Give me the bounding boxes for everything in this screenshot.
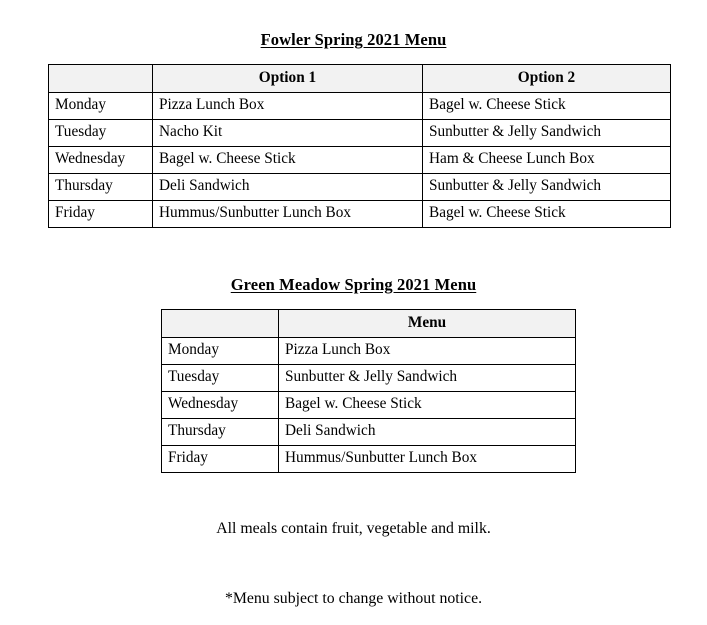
- day-cell: Tuesday: [162, 365, 279, 392]
- day-cell: Wednesday: [49, 147, 153, 174]
- table-row: [49, 147, 671, 174]
- day-cell: Wednesday: [162, 392, 279, 419]
- day-cell: Tuesday: [49, 120, 153, 147]
- option-2-cell: Bagel w. Cheese Stick: [423, 201, 671, 228]
- menu-cell: Sunbutter & Jelly Sandwich: [279, 365, 576, 392]
- day-cell: Thursday: [49, 174, 153, 201]
- table-row: [49, 201, 671, 228]
- green-meadow-table-body: [162, 338, 576, 473]
- day-cell: Thursday: [162, 419, 279, 446]
- green-meadow-menu-table: [161, 309, 576, 473]
- day-cell: Friday: [162, 446, 279, 473]
- day-cell: Monday: [162, 338, 279, 365]
- option-1-cell: Hummus/Sunbutter Lunch Box: [153, 201, 423, 228]
- table-row: [162, 419, 576, 446]
- green-meadow-header-day: [162, 310, 279, 338]
- fowler-header-option-1: Option 1: [153, 65, 423, 93]
- menu-cell: Pizza Lunch Box: [279, 338, 576, 365]
- fowler-table-header: [49, 65, 671, 93]
- green-meadow-menu-title: Green Meadow Spring 2021 Menu: [230, 275, 477, 294]
- table-header-row: [49, 65, 671, 93]
- fowler-menu-title: Fowler Spring 2021 Menu: [260, 30, 447, 49]
- menu-cell: Bagel w. Cheese Stick: [279, 392, 576, 419]
- green-meadow-table-header: [162, 310, 576, 338]
- option-1-cell: Bagel w. Cheese Stick: [153, 147, 423, 174]
- table-row: [49, 120, 671, 147]
- menu-cell: Deli Sandwich: [279, 419, 576, 446]
- menu-cell: Hummus/Sunbutter Lunch Box: [279, 446, 576, 473]
- table-row: [162, 365, 576, 392]
- option-2-cell: Sunbutter & Jelly Sandwich: [423, 174, 671, 201]
- table-row: [162, 392, 576, 419]
- table-row: [49, 174, 671, 201]
- fowler-menu-table: [48, 64, 671, 228]
- option-1-cell: Pizza Lunch Box: [153, 93, 423, 120]
- green-meadow-header-menu: Menu: [279, 310, 576, 338]
- fowler-menu-table-container: [48, 64, 670, 228]
- fowler-header-day: [49, 65, 153, 93]
- table-row: [162, 338, 576, 365]
- table-row: [49, 93, 671, 120]
- day-cell: Monday: [49, 93, 153, 120]
- option-2-cell: Sunbutter & Jelly Sandwich: [423, 120, 671, 147]
- footnote-subject-to-change: *Menu subject to change without notice.: [224, 590, 483, 607]
- fowler-table-body: [49, 93, 671, 228]
- option-1-cell: Nacho Kit: [153, 120, 423, 147]
- footnote-meals-contain: All meals contain fruit, vegetable and milk.: [216, 520, 491, 537]
- table-header-row: [162, 310, 576, 338]
- option-2-cell: Ham & Cheese Lunch Box: [423, 147, 671, 174]
- table-row: [162, 446, 576, 473]
- day-cell: Friday: [49, 201, 153, 228]
- option-2-cell: Bagel w. Cheese Stick: [423, 93, 671, 120]
- green-meadow-menu-table-container: [161, 309, 575, 473]
- option-1-cell: Deli Sandwich: [153, 174, 423, 201]
- fowler-header-option-2: Option 2: [423, 65, 671, 93]
